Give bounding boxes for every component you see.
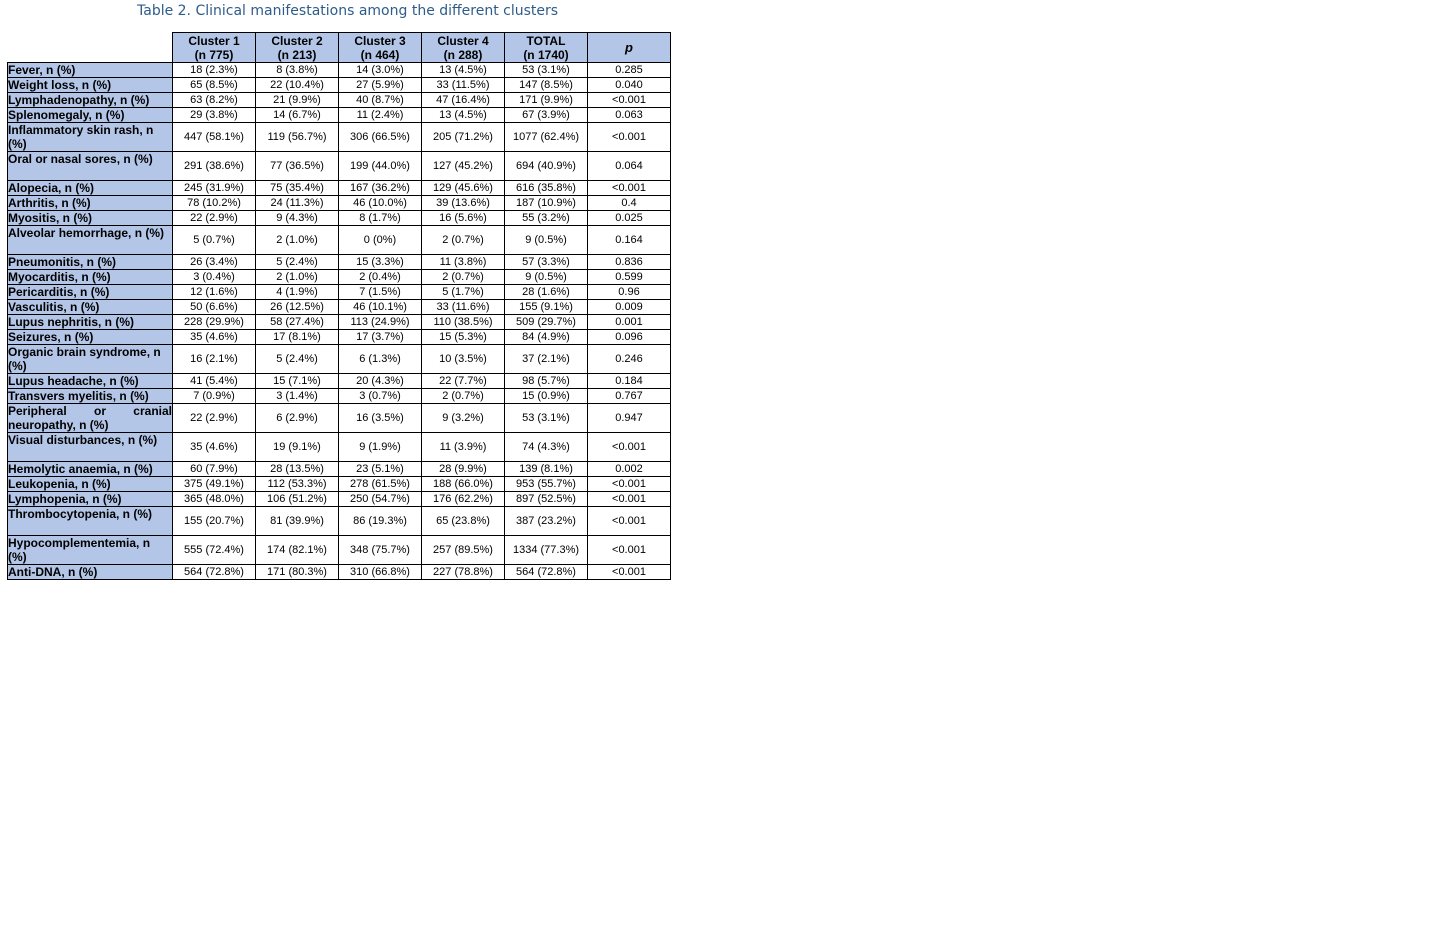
- cell-p-value: <0.001: [588, 477, 671, 492]
- row-label: Splenomegaly, n (%): [8, 108, 173, 123]
- cell-cluster-2: 2 (1.0%): [256, 270, 339, 285]
- cell-total: 509 (29.7%): [505, 315, 588, 330]
- cell-total: 15 (0.9%): [505, 389, 588, 404]
- cell-total: 616 (35.8%): [505, 181, 588, 196]
- cell-cluster-4: 47 (16.4%): [422, 93, 505, 108]
- table-row: [8, 78, 671, 93]
- cell-total: 1334 (77.3%): [505, 536, 588, 565]
- table-header-row: [8, 33, 671, 63]
- cell-p-value: <0.001: [588, 536, 671, 565]
- cell-total: 139 (8.1%): [505, 462, 588, 477]
- cell-cluster-4: 11 (3.8%): [422, 255, 505, 270]
- table-row: [8, 330, 671, 345]
- cell-cluster-4: 16 (5.6%): [422, 211, 505, 226]
- cell-total: 171 (9.9%): [505, 93, 588, 108]
- cell-cluster-4: 5 (1.7%): [422, 285, 505, 300]
- cell-cluster-3: 20 (4.3%): [339, 374, 422, 389]
- cell-cluster-2: 24 (11.3%): [256, 196, 339, 211]
- row-label: Myocarditis, n (%): [8, 270, 173, 285]
- cell-p-value: 0.063: [588, 108, 671, 123]
- cell-cluster-1: 291 (38.6%): [173, 152, 256, 181]
- row-label: Pneumonitis, n (%): [8, 255, 173, 270]
- cell-total: 98 (5.7%): [505, 374, 588, 389]
- row-label: Pericarditis, n (%): [8, 285, 173, 300]
- table-row: [8, 93, 671, 108]
- cell-p-value: 0.4: [588, 196, 671, 211]
- cell-cluster-2: 5 (2.4%): [256, 255, 339, 270]
- cell-cluster-1: 12 (1.6%): [173, 285, 256, 300]
- cell-cluster-4: 13 (4.5%): [422, 108, 505, 123]
- cell-p-value: 0.184: [588, 374, 671, 389]
- row-label: Transvers myelitis, n (%): [8, 389, 173, 404]
- cell-cluster-1: 78 (10.2%): [173, 196, 256, 211]
- cell-p-value: 0.599: [588, 270, 671, 285]
- cell-cluster-4: 15 (5.3%): [422, 330, 505, 345]
- table-row: [8, 462, 671, 477]
- cell-total: 84 (4.9%): [505, 330, 588, 345]
- row-label: Myositis, n (%): [8, 211, 173, 226]
- header-cluster-4: Cluster 4 (n 288): [422, 33, 505, 63]
- cell-total: 387 (23.2%): [505, 507, 588, 536]
- cell-cluster-4: 10 (3.5%): [422, 345, 505, 374]
- cell-total: 74 (4.3%): [505, 433, 588, 462]
- cell-cluster-1: 50 (6.6%): [173, 300, 256, 315]
- table-row: [8, 433, 671, 462]
- cell-cluster-1: 7 (0.9%): [173, 389, 256, 404]
- cell-cluster-2: 6 (2.9%): [256, 404, 339, 433]
- cell-cluster-2: 119 (56.7%): [256, 123, 339, 152]
- cell-cluster-2: 4 (1.9%): [256, 285, 339, 300]
- cell-cluster-4: 129 (45.6%): [422, 181, 505, 196]
- table-body: [8, 63, 671, 580]
- header-cluster-1: Cluster 1 (n 775): [173, 33, 256, 63]
- cell-total: 53 (3.1%): [505, 63, 588, 78]
- cell-cluster-2: 14 (6.7%): [256, 108, 339, 123]
- table-row: [8, 226, 671, 255]
- cell-cluster-1: 365 (48.0%): [173, 492, 256, 507]
- cell-cluster-3: 306 (66.5%): [339, 123, 422, 152]
- cell-cluster-4: 22 (7.7%): [422, 374, 505, 389]
- cell-total: 9 (0.5%): [505, 270, 588, 285]
- table-row: [8, 536, 671, 565]
- cell-p-value: <0.001: [588, 181, 671, 196]
- cell-cluster-2: 9 (4.3%): [256, 211, 339, 226]
- cell-cluster-3: 40 (8.7%): [339, 93, 422, 108]
- cell-cluster-2: 171 (80.3%): [256, 565, 339, 580]
- table-row: [8, 255, 671, 270]
- cell-cluster-2: 5 (2.4%): [256, 345, 339, 374]
- cell-p-value: 0.767: [588, 389, 671, 404]
- row-label: Seizures, n (%): [8, 330, 173, 345]
- cell-total: 147 (8.5%): [505, 78, 588, 93]
- cell-p-value: 0.025: [588, 211, 671, 226]
- row-label: Lupus nephritis, n (%): [8, 315, 173, 330]
- table-row: [8, 477, 671, 492]
- cell-total: 67 (3.9%): [505, 108, 588, 123]
- cell-cluster-4: 11 (3.9%): [422, 433, 505, 462]
- table-row: [8, 63, 671, 78]
- cell-cluster-1: 22 (2.9%): [173, 211, 256, 226]
- table-row: [8, 123, 671, 152]
- cell-cluster-4: 188 (66.0%): [422, 477, 505, 492]
- cell-cluster-1: 375 (49.1%): [173, 477, 256, 492]
- table-row: [8, 108, 671, 123]
- row-label: Inflammatory skin rash, n (%): [8, 123, 173, 152]
- cell-total: 694 (40.9%): [505, 152, 588, 181]
- row-label: Hemolytic anaemia, n (%): [8, 462, 173, 477]
- row-label: Vasculitis, n (%): [8, 300, 173, 315]
- cell-p-value: 0.836: [588, 255, 671, 270]
- cell-p-value: 0.064: [588, 152, 671, 181]
- row-label: Organic brain syndrome, n (%): [8, 345, 173, 374]
- cell-cluster-3: 86 (19.3%): [339, 507, 422, 536]
- cell-total: 37 (2.1%): [505, 345, 588, 374]
- cell-p-value: <0.001: [588, 93, 671, 108]
- cell-p-value: 0.285: [588, 63, 671, 78]
- row-label: Weight loss, n (%): [8, 78, 173, 93]
- row-label: Alveolar hemorrhage, n (%): [8, 226, 173, 255]
- table-caption: Table 2. Clinical manifestations among the different clusters: [137, 3, 559, 19]
- cell-cluster-3: 8 (1.7%): [339, 211, 422, 226]
- cell-p-value: 0.040: [588, 78, 671, 93]
- cell-total: 9 (0.5%): [505, 226, 588, 255]
- cell-cluster-4: 257 (89.5%): [422, 536, 505, 565]
- cell-cluster-4: 127 (45.2%): [422, 152, 505, 181]
- cell-cluster-1: 35 (4.6%): [173, 330, 256, 345]
- table-row: [8, 565, 671, 580]
- cell-total: 1077 (62.4%): [505, 123, 588, 152]
- cell-cluster-3: 167 (36.2%): [339, 181, 422, 196]
- table-row: [8, 181, 671, 196]
- cell-cluster-3: 310 (66.8%): [339, 565, 422, 580]
- cell-cluster-1: 245 (31.9%): [173, 181, 256, 196]
- header-total: TOTAL (n 1740): [505, 33, 588, 63]
- table-row: [8, 315, 671, 330]
- cell-cluster-2: 106 (51.2%): [256, 492, 339, 507]
- cell-total: 155 (9.1%): [505, 300, 588, 315]
- cell-cluster-4: 205 (71.2%): [422, 123, 505, 152]
- cell-total: 28 (1.6%): [505, 285, 588, 300]
- cell-cluster-3: 348 (75.7%): [339, 536, 422, 565]
- table-row: [8, 300, 671, 315]
- table-row: [8, 404, 671, 433]
- cell-cluster-4: 65 (23.8%): [422, 507, 505, 536]
- cell-p-value: 0.947: [588, 404, 671, 433]
- cell-cluster-4: 39 (13.6%): [422, 196, 505, 211]
- table-row: [8, 507, 671, 536]
- row-label: Alopecia, n (%): [8, 181, 173, 196]
- cell-cluster-2: 174 (82.1%): [256, 536, 339, 565]
- cell-cluster-3: 7 (1.5%): [339, 285, 422, 300]
- cell-cluster-4: 13 (4.5%): [422, 63, 505, 78]
- table-row: [8, 152, 671, 181]
- cell-cluster-2: 26 (12.5%): [256, 300, 339, 315]
- cell-cluster-2: 2 (1.0%): [256, 226, 339, 255]
- row-label: Oral or nasal sores, n (%): [8, 152, 173, 181]
- row-label: Peripheral or cranial neuropathy, n (%): [8, 404, 172, 432]
- cell-p-value: 0.096: [588, 330, 671, 345]
- cell-total: 53 (3.1%): [505, 404, 588, 433]
- cell-total: 564 (72.8%): [505, 565, 588, 580]
- cell-p-value: 0.96: [588, 285, 671, 300]
- cell-p-value: 0.002: [588, 462, 671, 477]
- cell-cluster-2: 3 (1.4%): [256, 389, 339, 404]
- cell-cluster-4: 2 (0.7%): [422, 226, 505, 255]
- cell-cluster-1: 555 (72.4%): [173, 536, 256, 565]
- cell-cluster-1: 228 (29.9%): [173, 315, 256, 330]
- cell-cluster-4: 2 (0.7%): [422, 270, 505, 285]
- cell-cluster-4: 2 (0.7%): [422, 389, 505, 404]
- cell-p-value: <0.001: [588, 433, 671, 462]
- cell-cluster-1: 22 (2.9%): [173, 404, 256, 433]
- cell-total: 57 (3.3%): [505, 255, 588, 270]
- cell-cluster-2: 21 (9.9%): [256, 93, 339, 108]
- cell-cluster-3: 0 (0%): [339, 226, 422, 255]
- table-row: [8, 389, 671, 404]
- row-label: Visual disturbances, n (%): [8, 433, 173, 462]
- cell-cluster-2: 77 (36.5%): [256, 152, 339, 181]
- cell-cluster-3: 113 (24.9%): [339, 315, 422, 330]
- cell-cluster-1: 447 (58.1%): [173, 123, 256, 152]
- cell-cluster-4: 110 (38.5%): [422, 315, 505, 330]
- cell-p-value: 0.164: [588, 226, 671, 255]
- table-row: [8, 345, 671, 374]
- cell-p-value: <0.001: [588, 123, 671, 152]
- cell-cluster-3: 15 (3.3%): [339, 255, 422, 270]
- cell-total: 55 (3.2%): [505, 211, 588, 226]
- cell-cluster-3: 46 (10.0%): [339, 196, 422, 211]
- cell-cluster-3: 23 (5.1%): [339, 462, 422, 477]
- cell-cluster-3: 27 (5.9%): [339, 78, 422, 93]
- header-corner-cell: [8, 33, 173, 63]
- cell-cluster-1: 41 (5.4%): [173, 374, 256, 389]
- cell-cluster-3: 11 (2.4%): [339, 108, 422, 123]
- cell-cluster-2: 19 (9.1%): [256, 433, 339, 462]
- table-row: [8, 270, 671, 285]
- row-label: Lymphopenia, n (%): [8, 492, 173, 507]
- cell-cluster-3: 46 (10.1%): [339, 300, 422, 315]
- cell-cluster-1: 564 (72.8%): [173, 565, 256, 580]
- cell-cluster-1: 18 (2.3%): [173, 63, 256, 78]
- cell-p-value: <0.001: [588, 492, 671, 507]
- cell-cluster-1: 35 (4.6%): [173, 433, 256, 462]
- cell-p-value: 0.001: [588, 315, 671, 330]
- cell-cluster-4: 9 (3.2%): [422, 404, 505, 433]
- cell-cluster-3: 278 (61.5%): [339, 477, 422, 492]
- header-cluster-2: Cluster 2 (n 213): [256, 33, 339, 63]
- cell-p-value: 0.246: [588, 345, 671, 374]
- cell-cluster-4: 33 (11.6%): [422, 300, 505, 315]
- header-cluster-3: Cluster 3 (n 464): [339, 33, 422, 63]
- cell-cluster-1: 60 (7.9%): [173, 462, 256, 477]
- cell-cluster-3: 9 (1.9%): [339, 433, 422, 462]
- cell-cluster-2: 17 (8.1%): [256, 330, 339, 345]
- cell-cluster-2: 81 (39.9%): [256, 507, 339, 536]
- row-label: Fever, n (%): [8, 63, 173, 78]
- cell-total: 953 (55.7%): [505, 477, 588, 492]
- table-row: [8, 196, 671, 211]
- row-label: Leukopenia, n (%): [8, 477, 173, 492]
- cell-cluster-3: 17 (3.7%): [339, 330, 422, 345]
- row-label: Lupus headache, n (%): [8, 374, 173, 389]
- cell-p-value: <0.001: [588, 507, 671, 536]
- cell-cluster-2: 75 (35.4%): [256, 181, 339, 196]
- cell-cluster-1: 16 (2.1%): [173, 345, 256, 374]
- cell-cluster-1: 5 (0.7%): [173, 226, 256, 255]
- clinical-manifestations-table: [7, 32, 671, 580]
- row-label: Lymphadenopathy, n (%): [8, 93, 173, 108]
- cell-cluster-2: 58 (27.4%): [256, 315, 339, 330]
- table-row: [8, 492, 671, 507]
- row-label: Arthritis, n (%): [8, 196, 173, 211]
- cell-cluster-2: 15 (7.1%): [256, 374, 339, 389]
- cell-total: 897 (52.5%): [505, 492, 588, 507]
- cell-cluster-1: 65 (8.5%): [173, 78, 256, 93]
- cell-cluster-1: 29 (3.8%): [173, 108, 256, 123]
- cell-cluster-2: 28 (13.5%): [256, 462, 339, 477]
- cell-cluster-3: 6 (1.3%): [339, 345, 422, 374]
- cell-cluster-3: 16 (3.5%): [339, 404, 422, 433]
- cell-cluster-2: 8 (3.8%): [256, 63, 339, 78]
- cell-cluster-3: 3 (0.7%): [339, 389, 422, 404]
- cell-cluster-3: 14 (3.0%): [339, 63, 422, 78]
- table-row: [8, 211, 671, 226]
- row-label: Hypocomplementemia, n (%): [8, 536, 173, 565]
- cell-total: 187 (10.9%): [505, 196, 588, 211]
- cell-p-value: <0.001: [588, 565, 671, 580]
- cell-cluster-1: 26 (3.4%): [173, 255, 256, 270]
- table-row: [8, 285, 671, 300]
- cell-cluster-4: 28 (9.9%): [422, 462, 505, 477]
- cell-cluster-1: 155 (20.7%): [173, 507, 256, 536]
- table-row: [8, 374, 671, 389]
- cell-cluster-3: 199 (44.0%): [339, 152, 422, 181]
- row-label: Thrombocytopenia, n (%): [8, 507, 173, 536]
- cell-p-value: 0.009: [588, 300, 671, 315]
- cell-cluster-3: 250 (54.7%): [339, 492, 422, 507]
- cell-cluster-3: 2 (0.4%): [339, 270, 422, 285]
- header-p-value: p: [588, 33, 671, 63]
- cell-cluster-1: 63 (8.2%): [173, 93, 256, 108]
- cell-cluster-1: 3 (0.4%): [173, 270, 256, 285]
- cell-cluster-4: 176 (62.2%): [422, 492, 505, 507]
- row-label: Anti-DNA, n (%): [8, 565, 173, 580]
- cell-cluster-4: 227 (78.8%): [422, 565, 505, 580]
- cell-cluster-2: 22 (10.4%): [256, 78, 339, 93]
- cell-cluster-4: 33 (11.5%): [422, 78, 505, 93]
- cell-cluster-2: 112 (53.3%): [256, 477, 339, 492]
